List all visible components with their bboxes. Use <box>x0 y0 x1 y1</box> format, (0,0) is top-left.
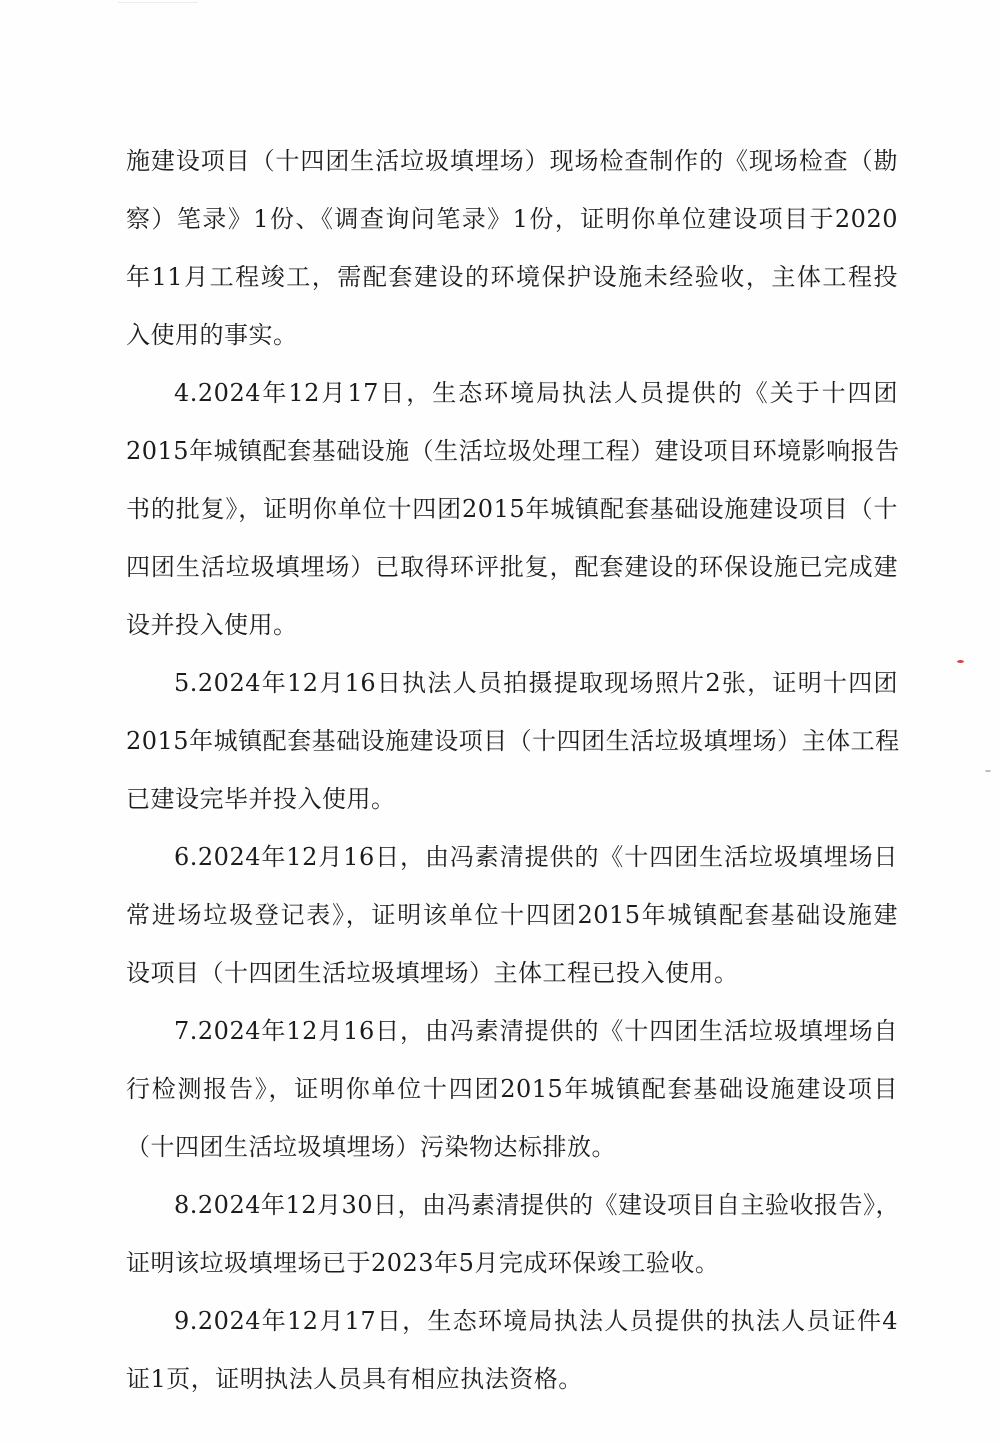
body-line: 书的批复》，证明你单位十四团2015年城镇配套基础设施建设项目（十 <box>126 495 898 523</box>
body-line: 施建设项目（十四团生活垃圾填埋场）现场检查制作的《现场检查（勘 <box>126 147 898 175</box>
body-line: 已建设完毕并投入使用。 <box>126 785 396 813</box>
body-line: 证1页，证明执法人员具有相应执法资格。 <box>126 1365 583 1393</box>
body-line: 察）笔录》1份、《调查询问笔录》1份，证明你单位建设项目于2020 <box>126 205 898 233</box>
scan-speck-red <box>957 660 964 663</box>
document-body <box>126 138 901 1414</box>
body-line: 年11月工程竣工，需配套建设的环境保护设施未经验收，主体工程投 <box>126 263 898 291</box>
body-line: 常进场垃圾登记表》，证明该单位十四团2015年城镇配套基础设施建 <box>126 901 898 929</box>
evidence-item-8-line: 8.2024年12月30日，由冯素清提供的《建设项目自主验收报告》， <box>174 1191 901 1219</box>
evidence-item-7-line: 7.2024年12月16日，由冯素清提供的《十四团生活垃圾填埋场自 <box>174 1017 898 1045</box>
scan-speck-gray <box>985 770 991 772</box>
body-line: 设项目（十四团生活垃圾填埋场）主体工程已投入使用。 <box>126 959 739 987</box>
body-line: 2015年城镇配套基础设施（生活垃圾处理工程）建设项目环境影响报告 <box>126 437 900 465</box>
scan-mark <box>118 2 198 3</box>
evidence-item-5-line: 5.2024年12月16日执法人员拍摄提取现场照片2张，证明十四团 <box>174 669 898 697</box>
body-line: 2015年城镇配套基础设施建设项目（十四团生活垃圾填埋场）主体工程 <box>126 727 900 755</box>
evidence-item-6-line: 6.2024年12月16日，由冯素清提供的《十四团生活垃圾填埋场日 <box>174 843 898 871</box>
evidence-item-9-line: 9.2024年12月17日，生态环境局执法人员提供的执法人员证件4 <box>174 1307 898 1335</box>
body-line: 证明该垃圾填埋场已于2023年5月完成环保竣工验收。 <box>126 1249 720 1277</box>
body-line: （十四团生活垃圾填埋场）污染物达标排放。 <box>126 1133 616 1161</box>
evidence-item-4-line: 4.2024年12月17日，生态环境局执法人员提供的《关于十四团 <box>174 379 898 407</box>
body-line: 行检测报告》，证明你单位十四团2015年城镇配套基础设施建设项目 <box>126 1075 898 1103</box>
body-line: 设并投入使用。 <box>126 611 298 639</box>
body-line: 入使用的事实。 <box>126 321 298 349</box>
body-line: 四团生活垃圾填埋场）已取得环评批复，配套建设的环保设施已完成建 <box>126 553 898 581</box>
